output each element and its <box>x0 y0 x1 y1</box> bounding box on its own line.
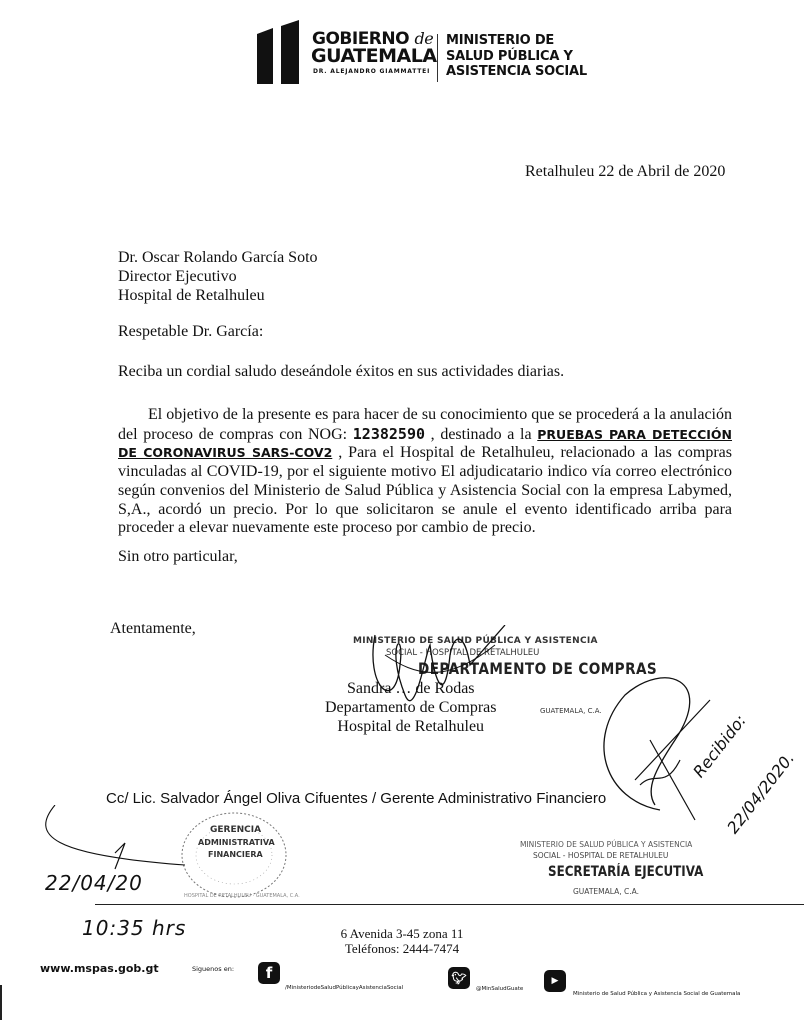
gerencia-stamp-ring: HOSPITAL DE RETALHULEU · GUATEMALA, C.A. <box>184 893 300 899</box>
body-paragraph: El objetivo de la presente es para hacer de su conocimiento que se procederá a la anulación del proceso de compras con NOG: 12382590 , destinado a la PRUEBAS PARA DETECCIÓN DE CORONAVIRUS SARS-COV2 , Para el Hospital de Retalhuleu, relacionado a las compras vinculadas al COVID-19, por el siguiente motivo El adjudicatario indico vía correo electrónico según convenios del Ministerio de Salud Pública y Asistencia Social con la empresa Labymed, S,A., acordó un precio. Por lo que solicitaron se anule el evento identificado arriba para proceder a elevar nuevamente este proceso por cambio de precio. <box>118 406 733 537</box>
secretaria-stamp-line2: SOCIAL - HOSPITAL DE RETALHULEU <box>533 851 669 860</box>
president-name: DR. ALEJANDRO GIAMMATTEI <box>313 68 431 75</box>
sign-off: Atentamente, <box>110 620 196 637</box>
follow-label: Siguenos en: <box>192 965 235 973</box>
carbon-copy-line: Cc/ Lic. Salvador Ángel Oliva Cifuentes / Gerente Administrativo Financiero <box>106 790 607 807</box>
signatory-block <box>325 679 497 736</box>
twitter-icon[interactable]: 🐦︎ <box>448 967 470 989</box>
secretaria-stamp-line1: MINISTERIO DE SALUD PÚBLICA Y ASISTENCIA <box>520 840 693 849</box>
gobierno-logo-bars <box>255 20 305 84</box>
footer-address-block <box>0 926 804 956</box>
horizontal-rule <box>95 904 804 905</box>
recipient-block <box>118 248 318 305</box>
recibido-label: Recibido: <box>689 710 750 782</box>
handwritten-arc <box>30 805 190 870</box>
scan-edge-mark <box>0 985 2 1020</box>
gerencia-stamp-line2: ADMINISTRATIVA <box>198 838 275 847</box>
youtube-channel[interactable]: Ministerio de Salud Pública y Asistencia Social de Guatemala <box>573 991 741 997</box>
footer-address: 6 Avenida 3-45 zona 11 <box>340 926 464 941</box>
compras-stamp-line2: SOCIAL - HOSPITAL DE RETALHULEU <box>386 648 540 658</box>
secretaria-stamp-location: GUATEMALA, C.A. <box>573 887 640 896</box>
secretaria-stamp-title: SECRETARÍA EJECUTIVA <box>548 864 704 880</box>
closing: Sin otro particular, <box>118 548 238 565</box>
compras-stamp-title: DEPARTAMENTO DE COMPRAS <box>418 659 658 678</box>
signatory-name: Sandra … de Rodas <box>346 680 475 697</box>
signatory-department: Departamento de Compras <box>325 699 497 716</box>
guatemala-title: GUATEMALA <box>311 45 437 67</box>
footer-phones: Teléfonos: 2444-7474 <box>344 941 460 956</box>
nog-number: 12382590 <box>352 424 426 443</box>
recipient-title: Director Ejecutivo <box>118 268 237 285</box>
facebook-handle[interactable]: /MinisteriodeSaludPúblicayAsistenciaSocial <box>285 985 404 991</box>
ministry-name: MINISTERIO DE SALUD PÚBLICA Y ASISTENCIA SOCIAL <box>446 33 587 79</box>
letterhead-divider <box>437 34 438 82</box>
signatory-institution: Hospital de Retalhuleu <box>337 718 485 735</box>
compras-stamp-line1: MINISTERIO DE SALUD PÚBLICA Y ASISTENCIA <box>353 636 598 646</box>
facebook-icon[interactable]: f <box>258 962 280 984</box>
gerencia-stamp-line3: FINANCIERA <box>208 850 263 859</box>
recipient-name: Dr. Oscar Rolando García Soto <box>118 249 318 266</box>
salutation: Respetable Dr. García: <box>118 323 264 340</box>
twitter-handle[interactable]: @MinSaludGuate <box>476 986 524 992</box>
website-link[interactable]: www.mspas.gob.gt <box>40 962 159 975</box>
recibido-date: 22/04/2020. <box>723 748 799 838</box>
gerencia-stamp-line1: GERENCIA <box>210 825 262 835</box>
subject-underlined: PRUEBAS PARA DETECCIÓN DE CORONAVIRUS SARS-COV2 <box>118 426 733 461</box>
youtube-icon[interactable]: ▶ <box>544 970 566 992</box>
gobierno-title: GOBIERNO de <box>312 29 434 49</box>
compras-stamp-location: GUATEMALA, C.A. <box>540 707 602 715</box>
greeting: Reciba un cordial saludo deseándole éxitos en sus actividades diarias. <box>118 363 565 380</box>
recipient-institution: Hospital de Retalhuleu <box>118 287 265 304</box>
handwritten-received-date: 22/04/20 <box>45 871 143 895</box>
place-date: Retalhuleu 22 de Abril de 2020 <box>525 163 726 180</box>
handwritten-received-time: 10:35 hrs <box>82 916 187 940</box>
